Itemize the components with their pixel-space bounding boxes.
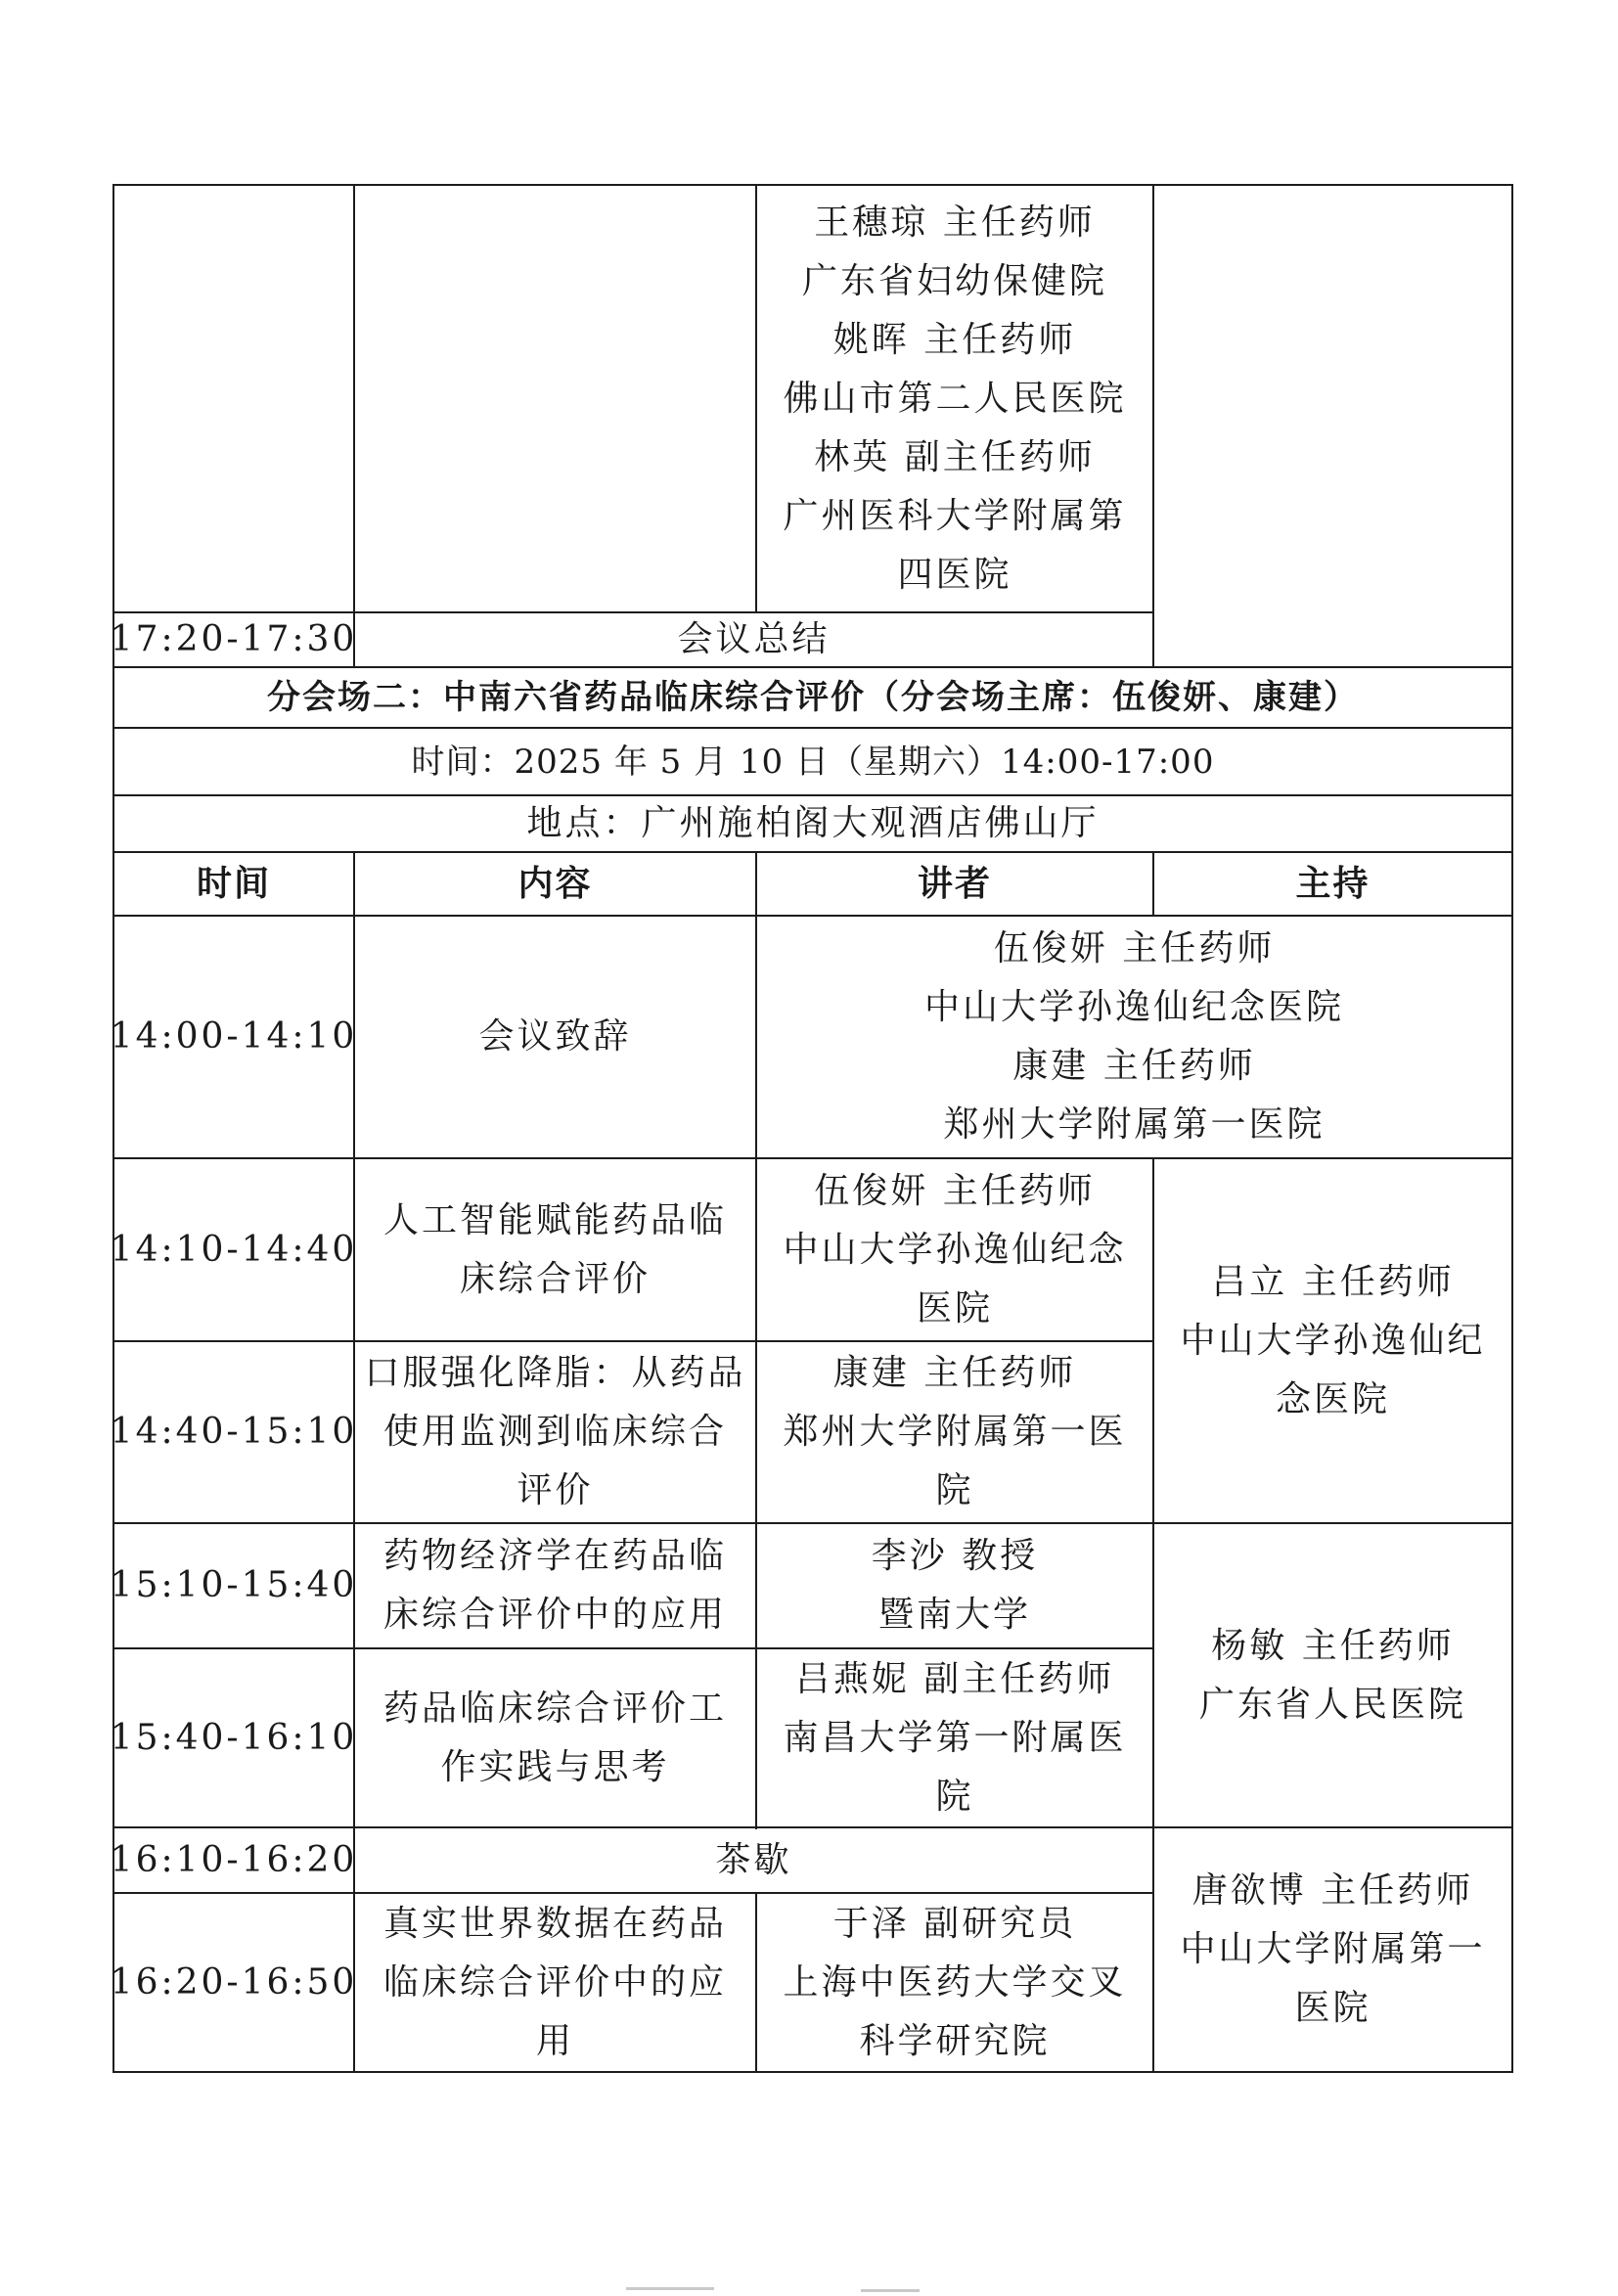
time-cell — [110, 917, 358, 1157]
speaker-line: 佛山市第二人民医院 — [783, 378, 1127, 419]
speaker-line: 广州医科大学附属第 — [783, 495, 1127, 536]
header-time-text: 时间 — [196, 863, 271, 904]
session-title — [114, 668, 1511, 727]
content-cell — [355, 613, 1152, 666]
session-time-text: 时间：2025 年 5 月 10 日（星期六）14:00-17:00 — [411, 742, 1215, 782]
header-content — [355, 853, 755, 915]
speaker-cell — [757, 1342, 1152, 1522]
time-cell — [110, 1342, 358, 1522]
speaker-line: 院 — [935, 1776, 974, 1817]
speaker-line: 中山大学孙逸仙纪念医院 — [923, 987, 1344, 1027]
content-cell — [355, 1894, 755, 2071]
header-time — [114, 853, 353, 915]
speaker-line: 郑州大学附属第一医院 — [943, 1104, 1326, 1145]
speaker-line: 上海中医药大学交叉 — [783, 1961, 1127, 2003]
speaker-cell — [757, 1159, 1152, 1340]
header-host-text: 主持 — [1295, 863, 1371, 904]
speaker-line: 广东省妇幼保健院 — [801, 260, 1107, 301]
speaker-line: 伍俊妍 主任药师 — [993, 928, 1276, 968]
content-cell — [355, 917, 755, 1157]
speaker-cell — [757, 1649, 1152, 1826]
content-line: 使用监测到临床综合 — [382, 1412, 727, 1452]
session-time — [114, 729, 1511, 794]
host-line: 中山大学附属第一 — [1180, 1929, 1486, 1969]
content-line: 用 — [535, 2020, 574, 2061]
speaker-line: 林英 副主任药师 — [814, 436, 1096, 477]
speaker-line: 科学研究院 — [859, 2020, 1051, 2061]
speaker-line: 暨南大学 — [877, 1595, 1031, 1635]
time-cell — [110, 1894, 358, 2071]
time-text: 14:10-14:40 — [110, 1229, 358, 1270]
speaker-cell — [757, 1894, 1152, 2071]
content-line: 床综合评价中的应用 — [382, 1595, 727, 1635]
content-line: 药品临床综合评价工 — [382, 1688, 727, 1729]
time-text: 16:20-16:50 — [110, 1961, 358, 2003]
speaker-line: 王穗琼 主任药师 — [814, 202, 1096, 243]
content-line: 作实践与思考 — [440, 1746, 670, 1787]
speaker-line: 院 — [935, 1470, 974, 1510]
content-cell — [355, 1649, 755, 1826]
session-title-text: 分会场二：中南六省药品临床综合评价（分会场主席：伍俊妍、康建） — [267, 678, 1359, 717]
speaker-cell — [757, 917, 1511, 1157]
host-line: 念医院 — [1275, 1378, 1390, 1419]
host-cell — [1154, 1524, 1511, 1826]
content-line: 床综合评价 — [459, 1258, 651, 1299]
time-cell — [110, 613, 358, 666]
speaker-line: 南昌大学第一附属医 — [783, 1717, 1127, 1758]
time-text: 14:00-14:10 — [110, 1016, 358, 1057]
content-text: 会议总结 — [677, 619, 831, 659]
header-speaker-text: 讲者 — [917, 863, 992, 904]
content-line: 评价 — [517, 1470, 594, 1510]
speaker-line: 康建 主任药师 — [1012, 1046, 1256, 1086]
host-line: 医院 — [1294, 1988, 1371, 2028]
speaker-line: 郑州大学附属第一医 — [783, 1412, 1127, 1452]
content-line: 会议致辞 — [478, 1016, 632, 1057]
speaker-line: 四医院 — [897, 554, 1012, 595]
scan-mark — [861, 2289, 920, 2292]
speaker-line: 中山大学孙逸仙纪念 — [783, 1229, 1127, 1270]
time-text: 14:40-15:10 — [110, 1412, 358, 1452]
time-text: 15:10-15:40 — [110, 1565, 358, 1605]
time-cell — [110, 1524, 358, 1647]
content-cell — [355, 1828, 1152, 1892]
column-divider — [1152, 184, 1154, 668]
content-line: 药物经济学在药品临 — [382, 1536, 727, 1576]
header-content-text: 内容 — [517, 863, 593, 904]
table-border-right — [1511, 184, 1513, 2073]
speaker-line: 吕燕妮 副主任药师 — [794, 1658, 1115, 1699]
speaker-line: 姚晖 主任药师 — [832, 319, 1077, 360]
speaker-line: 医院 — [916, 1287, 993, 1328]
content-line: 人工智能赋能药品临 — [382, 1199, 727, 1240]
host-line: 广东省人民医院 — [1198, 1684, 1466, 1725]
speaker-cell — [757, 1524, 1152, 1647]
time-cell — [110, 1159, 358, 1340]
content-cell — [355, 1524, 755, 1647]
host-line: 唐欲博 主任药师 — [1191, 1870, 1474, 1911]
content-line: 真实世界数据在药品 — [382, 1903, 727, 1944]
host-line: 吕立 主任药师 — [1211, 1261, 1455, 1302]
speaker-line: 于泽 副研究员 — [832, 1903, 1077, 1944]
host-line: 杨敏 主任药师 — [1211, 1625, 1455, 1666]
speaker-line: 康建 主任药师 — [832, 1353, 1077, 1393]
speaker-line: 李沙 教授 — [871, 1536, 1039, 1576]
top-speaker-cell — [757, 186, 1152, 611]
time-cell — [110, 1828, 358, 1892]
table-border-bottom — [112, 2071, 1513, 2073]
content-line: 口服强化降脂：从药品 — [364, 1353, 746, 1393]
header-speaker — [757, 853, 1152, 915]
content-cell — [355, 1159, 755, 1340]
scan-mark — [626, 2287, 714, 2290]
content-line: 茶歇 — [715, 1839, 792, 1880]
header-host — [1154, 853, 1511, 915]
session-place — [114, 796, 1511, 851]
session-place-text: 地点：广州施柏阁大观酒店佛山厅 — [526, 803, 1100, 843]
host-line: 中山大学孙逸仙纪 — [1180, 1320, 1486, 1361]
time-text: 17:20-17:30 — [110, 619, 358, 659]
time-text: 16:10-16:20 — [110, 1839, 358, 1880]
host-cell — [1154, 1828, 1511, 2071]
time-cell — [110, 1649, 358, 1826]
speaker-line: 伍俊妍 主任药师 — [814, 1170, 1096, 1211]
content-line: 临床综合评价中的应 — [382, 1961, 727, 2003]
host-cell — [1154, 1159, 1511, 1522]
content-cell — [355, 1342, 755, 1522]
time-text: 15:40-16:10 — [110, 1717, 358, 1758]
column-divider — [353, 184, 355, 668]
